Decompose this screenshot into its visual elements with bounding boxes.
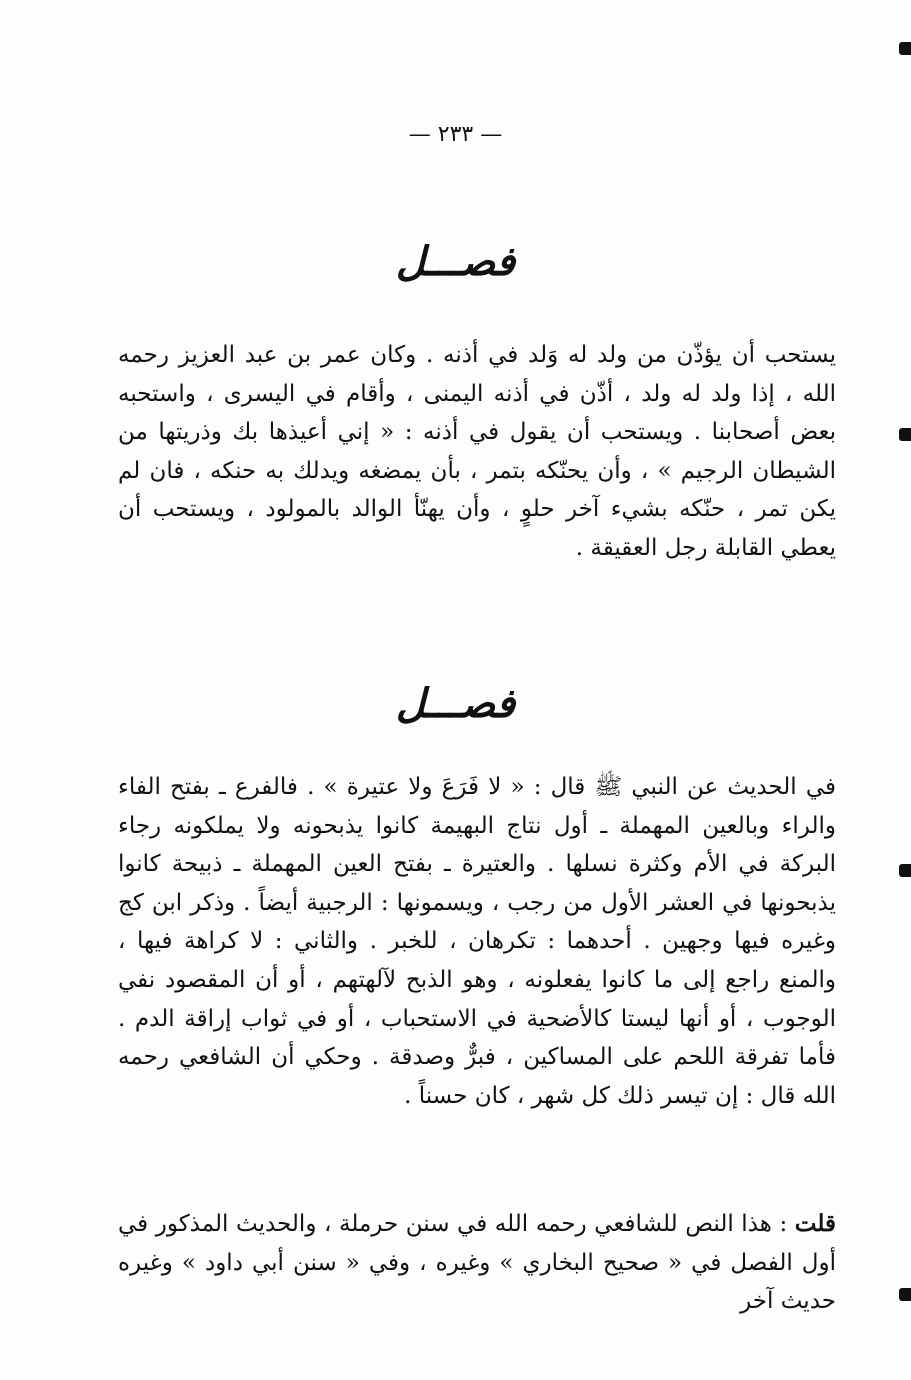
paragraph-3	[118, 1205, 836, 1321]
paragraph-3-body: : هذا النص للشافعي رحمه الله في سنن حرملة ، والحديث المذكور في أول الفصل في « صحيح البخاري » وغيره ، وفي « سنن أبي داود » وغيره حديث آخر	[118, 1211, 836, 1315]
section-heading-2: فصـــل	[395, 680, 516, 727]
section-heading-1: فصـــل	[395, 238, 516, 285]
margin-mark-lower	[899, 864, 911, 877]
margin-mark-bottom	[899, 1288, 911, 1301]
paragraph-2: في الحديث عن النبي ﷺ قال : « لا فَرَعَ ولا عتيرة » . فالفرع ـ بفتح الفاء والراء وبالعين المهملة ـ أول نتاج البهيمة كانوا يذبحونه ولا يملكونه رجاء البركة في الأم وكثرة نسلها . والعتيرة ـ بفتح العين المهملة ـ ذبيحة كانوا يذبحونها في العشر الأول من رجب ، ويسمونها : الرجبية أيضاً . وذكر ابن كج وغيره فيها وجهين . أحدهما : تكرهان ، للخبر . والثاني : لا كراهة فيها ، والمنع راجع إلى ما كانوا يفعلونه ، وهو الذبح لآلهتهم ، أو أن المقصود نفي الوجوب ، أو أنها ليستا كالأضحية في الاستحباب ، أو في ثواب إراقة الدم . فأما تفرقة اللحم على المساكين ، فبرٌّ وصدقة . وحكي أن الشافعي رحمه الله قال : إن تيسر ذلك كل شهر ، كان حسناً .	[118, 774, 836, 1109]
paragraph-1: يستحب أن يؤذّن من ولد له وَلد في أذنه . وكان عمر بن عبد العزيز رحمه الله ، إذا ولد له ولد ، أذّن في أذنه اليمنى ، وأقام في اليسرى ، واستحبه بعض أصحابنا . ويستحب أن يقول في أذنه : « إني أعيذها بك وذريتها من الشيطان الرجيم » ، وأن يحنّكه بتمر ، بأن يمضغه ويدلك به حنكه ، فان لم يكن تمر ، حنّكه بشيء آخر حلوٍ ، وأن يهنّأ الوالد بالمولود ، ويستحب أن يعطي القابلة رجل العقيقة .	[118, 342, 836, 561]
page-number: — ٢٣٣ —	[408, 122, 503, 147]
margin-mark-top	[899, 42, 911, 55]
paragraph-3-lead: قلت	[794, 1210, 836, 1237]
margin-mark-middle	[899, 428, 911, 441]
